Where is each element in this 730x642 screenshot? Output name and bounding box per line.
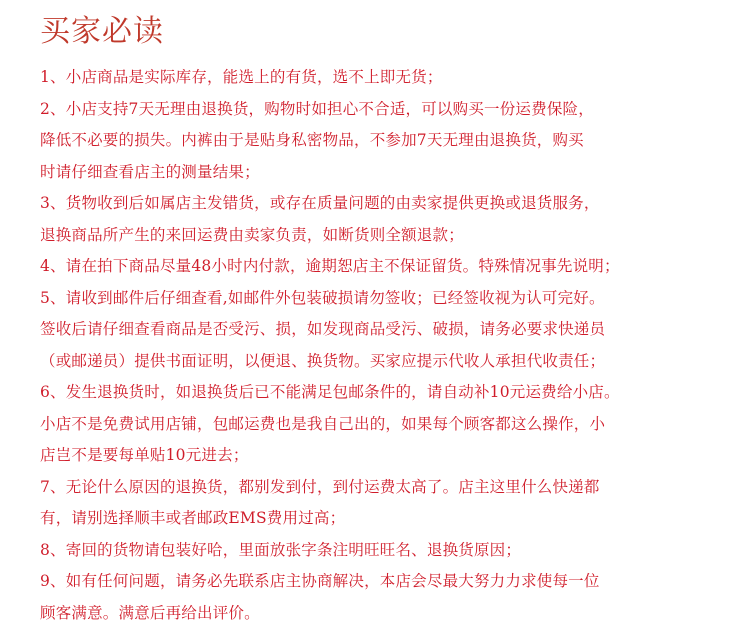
notice-line: 9、如有任何问题，请务必先联系店主协商解决，本店会尽最大努力力求使每一位 — [40, 572, 600, 590]
notice-line: 6、发生退换货时，如退换货后已不能满足包邮条件的，请自动补10元运费给小店。 — [40, 383, 620, 401]
notice-list — [40, 62, 712, 629]
notice-line: 小店不是免费试用店铺，包邮运费也是我自己出的，如果每个顾客都这么操作，小 — [40, 414, 606, 433]
notice-line: 5、请收到邮件后仔细查看,如邮件外包装破损请勿签收；已经签收视为认可完好。 — [40, 288, 605, 307]
notice-line: 顾客满意。满意后再给出评价。 — [40, 603, 260, 622]
notice-line: （或邮递员）提供书面证明，以便退、换货物。买家应提示代收人承担代收责任； — [40, 351, 606, 370]
notice-line: 店岂不是要每单贴10元进去； — [40, 446, 249, 464]
notice-line: 退换商品所产生的来回运费由卖家负责，如断货则全额退款； — [40, 225, 464, 244]
notice-line: 签收后请仔细查看商品是否受污、损，如发现商品受污、破损，请务必要求快递员 — [40, 320, 606, 338]
notice-line: 时请仔细查看店主的测量结果； — [40, 162, 260, 181]
notice-line: 4、请在拍下商品尽量48小时内付款，逾期恕店主不保证留货。特殊情况事先说明； — [40, 257, 620, 275]
notice-line: 1、小店商品是实际库存，能选上的有货，选不上即无货； — [40, 68, 443, 86]
notice-line: 有，请别选择顺丰或者邮政EMS费用过高； — [40, 509, 346, 527]
page-title: 买家必读 — [40, 14, 164, 49]
notice-line: 降低不必要的损失。内裤由于是贴身私密物品，不参加7天无理由退换货，购买 — [40, 131, 584, 149]
notice-line: 8、寄回的货物请包装好哈，里面放张字条注明旺旺名、退换货原因； — [40, 540, 522, 559]
notice-line: 3、货物收到后如属店主发错货，或存在质量问题的由卖家提供更换或退货服务， — [40, 194, 600, 212]
notice-line: 2、小店支持7天无理由退换货，购物时如担心不合适，可以购买一份运费保险， — [40, 99, 594, 118]
notice-line: 7、无论什么原因的退换货，都别发到付，到付运费太高了。店主这里什么快递都 — [40, 477, 600, 496]
